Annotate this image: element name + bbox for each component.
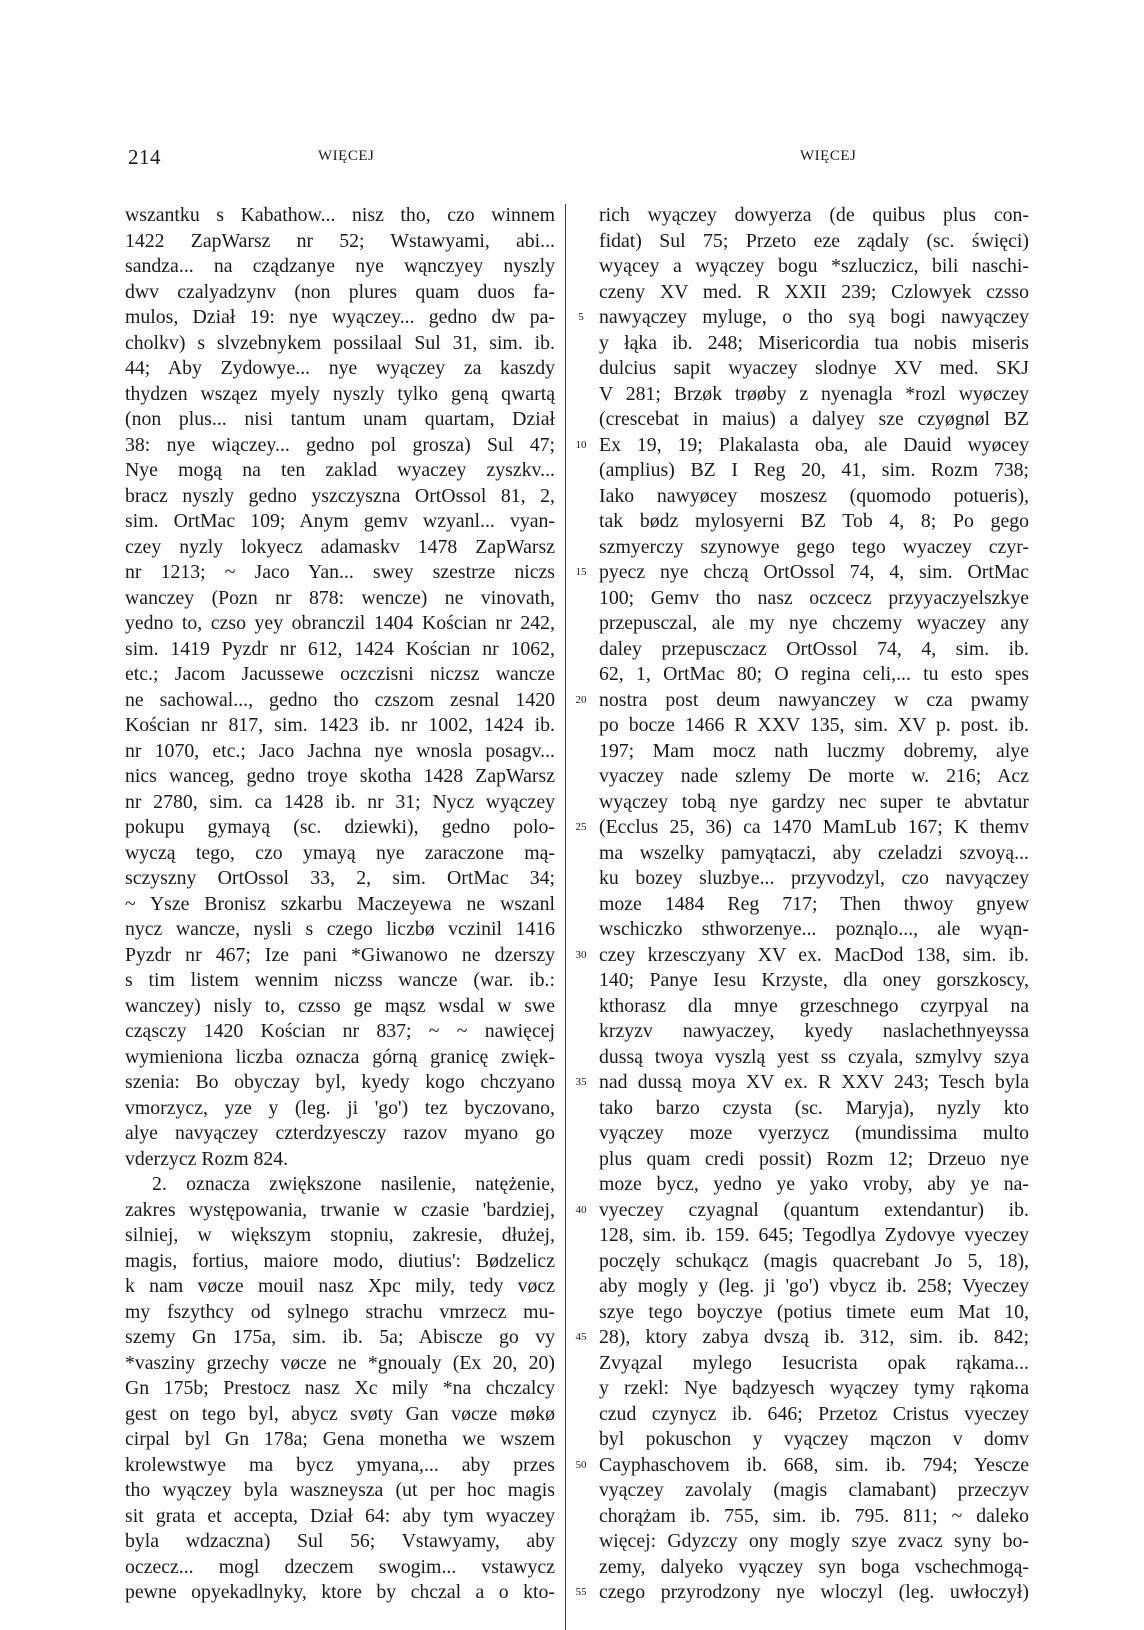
text-line: nr 1070, etc.; Jaco Jachna nye wnosla posagv...	[125, 739, 555, 762]
text-line: cirpal byl Gn 178a; Gena monetha we wszem	[125, 1428, 555, 1450]
text-line: 140; Panye Iesu Krzyste, dla oney gorszkoscy,	[599, 969, 1029, 991]
text-line: nawyączey myluge, o tho syą bogi nawyączey	[599, 306, 1029, 328]
text-line: plus quam credi possit) Rozm 12; Drzeuo nye	[599, 1147, 1029, 1170]
text-line: magis, fortius, maiore modo, diutius': Bødzelicz	[125, 1249, 555, 1272]
line-number: 5	[578, 311, 584, 323]
text-line: nycz wancze, nysli s czego liczbø vczinil 1416	[125, 918, 555, 940]
text-line: Pyzdr nr 467; Ize pani *Giwanowo ne dzerszy	[125, 943, 555, 966]
text-line: wyączey tobą nye gardzy nec super te abvtatur	[599, 790, 1029, 813]
text-line: Kościan nr 817, sim. 1423 ib. nr 1002, 1424 ib.	[125, 714, 555, 736]
text-line: wszantku s Kabathow... nisz tho, czo winnem	[125, 204, 555, 226]
text-line: (crescebat in maius) a dalyey sze czyøgnøl BZ	[599, 408, 1029, 430]
line-number: 30	[575, 948, 587, 961]
text-line: 197; Mam mocz nath luczmy dobremy, alye	[599, 739, 1029, 762]
text-line: zemy, dalyeko vyączey syn boga vschechmogą-	[599, 1555, 1029, 1578]
text-line: byl pokuschon y vyączey mączon v domv	[599, 1428, 1029, 1450]
running-headword-left: WIĘCEJ	[318, 148, 375, 164]
text-line: daley przepusczacz OrtOssol 74, 4, sim. ib.	[599, 637, 1029, 660]
text-line: czey nyzly lokyecz adamaskv 1478 ZapWarsz	[125, 535, 555, 558]
text-line: szmyerczy szynowye gego tego wyaczey czyr-	[599, 535, 1029, 558]
text-line: (amplius) BZ I Reg 20, 41, sim. Rozm 738;	[599, 459, 1029, 481]
text-line: vyączey zavolaly (magis clamabant) przeczyv	[599, 1479, 1029, 1501]
text-line: 28), ktory zabya dvszą ib. 312, sim. ib. 842;	[599, 1326, 1029, 1348]
text-line: cholkv) s slvzebnykem possilaal Sul 31, sim. ib.	[125, 331, 555, 354]
text-line: nr 2780, sim. ca 1428 ib. nr 31; Nycz wyączey	[125, 790, 555, 813]
text-line: bracz nyszly gedno yszczyszna OrtOssol 81, 2,	[125, 484, 555, 507]
line-number: 55	[575, 1586, 587, 1598]
text-line: szye tego boyczye (potius timete eum Mat 10,	[599, 1300, 1029, 1323]
line-number: 25	[575, 821, 587, 833]
text-line: krzyzv nawyaczey, kyedy naslachethnyeyssa	[599, 1020, 1029, 1042]
text-line: tako barzo czysta (sc. Maryja), nyzly kto	[599, 1096, 1029, 1119]
text-line: V 281; Brzøk trøøby z nyenagla *rozl wyøczey	[599, 382, 1029, 405]
running-headword-right: WIĘCEJ	[800, 148, 857, 164]
text-line: y łąka ib. 248; Misericordia tua nobis miseris	[599, 331, 1029, 354]
line-number: 40	[575, 1203, 587, 1216]
line-number: 15	[575, 566, 587, 578]
text-line: 38: nye wiączey... gedno pol grosza) Sul 47;	[125, 433, 555, 456]
text-line: *vasziny grzechy vøcze ne *gnoualy (Ex 20, 20)	[125, 1351, 555, 1374]
text-line: gest on tego byl, abycz svøty Gan vøcze møkø	[125, 1402, 555, 1425]
text-line: sim. 1419 Pyzdr nr 612, 1424 Kościan nr 1062,	[125, 637, 555, 660]
text-line: silniej, w większym stopniu, zakresie, dłużej,	[125, 1224, 555, 1246]
text-line: sim. OrtMac 109; Anym gemv wzyanl... vyan-	[125, 510, 555, 532]
text-line: Nye mogą na ten zaklad wyaczey zyszkv...	[125, 459, 555, 481]
text-line: poczęly schukącz (magis quacrebant Jo 5, 18),	[599, 1249, 1029, 1272]
text-line: po bocze 1466 R XXV 135, sim. XV p. post. ib.	[599, 714, 1029, 736]
text-line: moze bycz, yedno ye yako vroby, aby ye na-	[599, 1173, 1029, 1195]
text-line: 44; Aby Zydowye... nye wyączey za kaszdy	[125, 357, 555, 379]
text-line: dussą twoya vyszlą yest ss czyala, szmylvy szya	[599, 1045, 1029, 1068]
text-line: rich wyączey dowyerza (de quibus plus con-	[599, 204, 1029, 226]
text-line: (Ecclus 25, 36) ca 1470 MamLub 167; K themv	[599, 816, 1029, 838]
text-line: Gn 175b; Prestocz nasz Xc mily *na chczalcy	[125, 1377, 555, 1399]
text-line: nad dussą moya XV ex. R XXV 243; Tesch byla	[599, 1071, 1029, 1093]
text-line: przepusczal, ale my nye chczemy wyaczey any	[599, 612, 1029, 634]
line-number: 50	[575, 1458, 587, 1471]
text-line: etc.; Jacom Jacussewe oczczisni niczsz wancze	[125, 663, 555, 685]
left-column	[125, 203, 555, 1606]
text-line: pokupu gymayą (sc. dziewki), gedno polo-	[125, 816, 555, 838]
page-number: 214	[128, 145, 161, 169]
text-line: vyeczey czyagnal (quantum extendantur) ib.	[599, 1198, 1029, 1221]
text-line: cząsczy 1420 Kościan nr 837; ~ ~ nawięcej	[125, 1020, 555, 1042]
text-line: 100; Gemv tho nasz oczcecz przyyaczyelszkye	[599, 586, 1029, 609]
text-line: wyącey a wyączey bogu *szluczicz, bili naschi-	[599, 255, 1029, 277]
text-line: wyczą tego, czo ymayą nye zaraczone mą-	[125, 841, 555, 864]
text-line: czud czynycz ib. 646; Przetoz Cristus vyeczey	[599, 1402, 1029, 1425]
text-line: czeny XV med. R XXII 239; Czlowyek czsso	[599, 280, 1029, 303]
text-line: dulcius sapit wyaczey slodnye XV med. SKJ	[599, 357, 1029, 379]
text-line: fidat) Sul 75; Przeto eze ządaly (sc. święci)	[599, 229, 1029, 252]
text-line: 62, 1, OrtMac 80; O regina celi,... tu esto spes	[599, 663, 1029, 685]
text-line: sit grata et accepta, Dział 64: aby tym wyaczey	[125, 1504, 555, 1527]
text-line: my fszythcy od sylnego strachu vmrzecz mu-	[125, 1300, 555, 1323]
line-number: 20	[575, 693, 587, 706]
line-number: 10	[575, 438, 587, 451]
text-line: yedno to, czso yey obranczil 1404 Kościan nr 242,	[125, 612, 555, 634]
text-line: czego przyrodzony nye wloczyl (leg. uwłoczył)	[599, 1581, 1029, 1603]
text-line: alye navyączey czterdzyesczy razov myano go	[125, 1122, 555, 1144]
text-line: y rzekl: Nye bądzyesch wyączey tymy rąkoma	[599, 1377, 1029, 1399]
text-line: s tim listem wennim niczss wancze (war. ib.:	[125, 969, 555, 991]
text-line: oczecz... mogl dzeczem swogim... vstawycz	[125, 1555, 555, 1578]
text-line: Iako nawyøcey moszesz (quomodo potueris),	[599, 484, 1029, 507]
text-line: k nam vøcze mouil nasz Xpc mily, tedy vøcz	[125, 1275, 555, 1297]
text-line: wanczey (Pozn nr 878: wencze) ne vinovath,	[125, 586, 555, 609]
text-line: chorążam ib. 755, sim. ib. 795. 811; ~ daleko	[599, 1504, 1029, 1527]
right-column	[599, 203, 1029, 1606]
text-line: 128, sim. ib. 159. 645; Tegodlya Zydovye vyeczey	[599, 1224, 1029, 1246]
text-line: ma wszelky pamyątaczi, aby czeladzi szvoyą...	[599, 841, 1029, 864]
text-line: mulos, Dział 19: nye wyączey... gedno dw pa-	[125, 306, 555, 328]
text-line: Ex 19, 19; Plakalasta oba, ale Dauid wyøcey	[599, 433, 1029, 456]
text-line: wymieniona liczba oznacza górną granicę zwięk-	[125, 1045, 555, 1068]
line-number: 35	[575, 1076, 587, 1088]
text-line: 1422 ZapWarsz nr 52; Wstawyami, abi...	[125, 229, 555, 252]
text-line: kthorasz dla mnye grzeschnego czyrpyal na	[599, 994, 1029, 1017]
line-number: 45	[575, 1331, 587, 1343]
text-line: dwv czalyadzynv (non plures quam duos fa-	[125, 280, 555, 303]
text-line: ku bozey sluzbye... przyvodzyl, czo navyączey	[599, 867, 1029, 889]
text-line: nostra post deum nawyanczey w cza pwamy	[599, 688, 1029, 711]
text-line: (non plus... nisi tantum unam quartam, Dział	[125, 408, 555, 430]
column-divider	[565, 204, 566, 1630]
text-line: vderzycz Rozm 824.	[125, 1147, 289, 1170]
text-line: zakres występowania, trwanie w czasie 'bardziej,	[125, 1198, 555, 1221]
text-line: czey krzesczyany XV ex. MacDod 138, sim. ib.	[599, 943, 1029, 966]
text-line: szenia: Bo obyczay byl, kyedy kogo chczyano	[125, 1071, 555, 1093]
text-line: wschiczko sthworzenye... poznąlo..., ale wyąn-	[599, 918, 1029, 940]
text-line: sandza... na cządzanye nye wąnczyey nyszly	[125, 255, 555, 277]
text-line: thydzen wsząez myely nyszly tylko geną qwartą	[125, 382, 555, 405]
text-line: vyaczey nade szlemy De morte w. 216; Acz	[599, 765, 1029, 787]
text-line: moze 1484 Reg 717; Then thwoy gnyew	[599, 892, 1029, 915]
text-line: więcej: Gdyzczy ony mogly szye zvacz syny bo-	[599, 1530, 1029, 1552]
text-line: aby mogly y (leg. ji 'go') vbycz ib. 258; Vyeczey	[599, 1275, 1029, 1297]
text-line: ~ Ysze Bronisz szkarbu Maczeyewa ne wszanl	[125, 892, 555, 915]
text-line: szemy Gn 175a, sim. ib. 5a; Abiscze go vy	[125, 1326, 555, 1348]
text-line: byla wdzaczna) Sul 56; Vstawyamy, aby	[125, 1530, 555, 1552]
text-line: vmorzycz, yze y (leg. ji 'go') tez byczovano,	[125, 1096, 555, 1119]
text-line: pewne opyekadlnyky, ktore by chczal a o kto-	[125, 1581, 555, 1603]
text-line: tho wyączey byla waszneysza (ut per hoc magis	[125, 1479, 555, 1501]
text-line: pyecz nye chczą OrtOssol 74, 4, sim. OrtMac	[599, 561, 1029, 583]
text-line: nr 1213; ~ Jaco Yan... swey szestrze niczs	[125, 561, 555, 583]
text-line: tak bødz mylosyerni BZ Tob 4, 8; Po gego	[599, 510, 1029, 532]
text-line: ne sachowal..., gedno tho czszom zesnal 1420	[125, 688, 555, 711]
text-line: wanczey) nisly to, czsso ge mąsz wsdal w swe	[125, 994, 555, 1017]
text-line: 2. oznacza zwiększone nasilenie, natężenie,	[152, 1173, 555, 1195]
text-line: Zvyązal mylego Iesucrista opak rąkama...	[599, 1351, 1029, 1374]
text-line: vyączey moze vyerzycz (mundissima multo	[599, 1122, 1029, 1144]
text-line: sczyszny OrtOssol 33, 2, sim. OrtMac 34;	[125, 867, 555, 889]
text-line: Cayphaschovem ib. 668, sim. ib. 794; Yescze	[599, 1453, 1029, 1476]
text-line: krolewstwye ma bycz ymyana,... aby przes	[125, 1453, 555, 1476]
text-line: nics wanceg, gedno troye skotha 1428 ZapWarsz	[125, 765, 555, 787]
